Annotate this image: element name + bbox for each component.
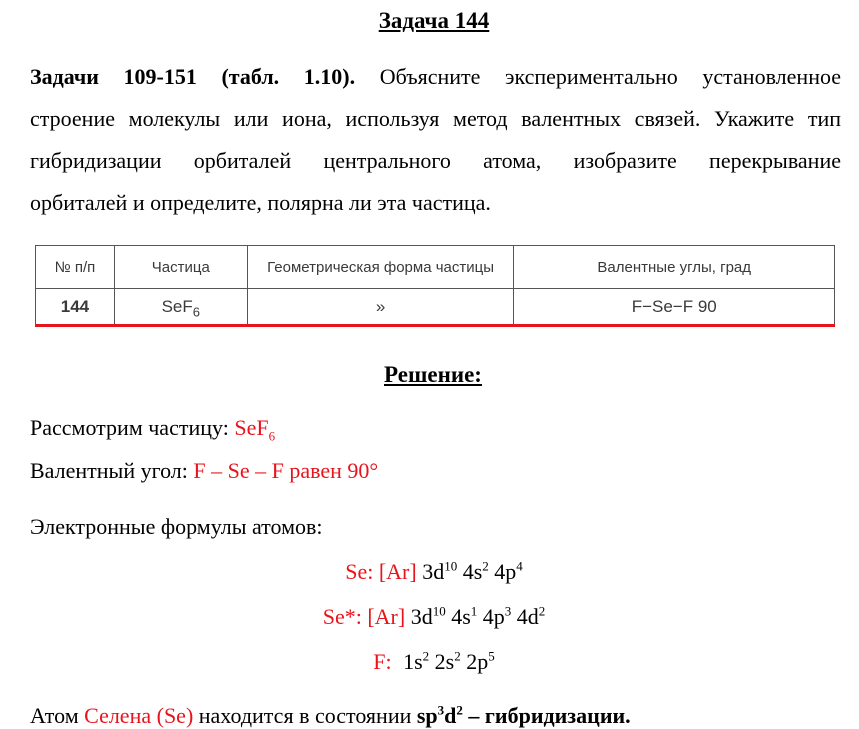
orbital-electrons: 2 <box>538 603 546 619</box>
task-line-3: гибридизации орбиталей центрального атома, изобразите перекрывание <box>30 148 841 173</box>
table-header-row <box>36 246 835 289</box>
data-table <box>35 245 835 327</box>
hyb-prefix: Атом <box>30 703 79 728</box>
formula-se-parts <box>422 559 523 584</box>
formula-se-label: Se: [Ar] <box>345 559 417 584</box>
orbital-term: $2s^2$ <box>434 648 461 674</box>
formula-f <box>0 649 859 675</box>
formula-se-excited-label: Se*: [Ar] <box>322 604 406 629</box>
orbital-electrons: 1 <box>470 603 478 619</box>
orbital-term: $2p^5$ <box>466 648 495 674</box>
task-line-2: строение молекулы или иона, используя метод валентных связей. Укажите тип <box>30 106 841 131</box>
hyb-d: d <box>444 703 457 728</box>
orbital-term: $3d^{10}$ <box>422 558 458 584</box>
orbital-term: $4p^4$ <box>494 558 523 584</box>
angle-label: Валентный угол: <box>30 458 188 483</box>
orbital-electrons: 3 <box>504 603 512 619</box>
angle-line <box>30 458 378 484</box>
row-shape: » <box>247 289 514 326</box>
task-bold-prefix: Задачи 109-151 (табл. 1.10). <box>30 64 356 89</box>
hyb-type <box>417 703 631 728</box>
header-angles: Валентные углы, град <box>514 246 835 289</box>
row-particle <box>114 289 247 326</box>
orbital-term: $1s^2$ <box>403 648 430 674</box>
orbital-term: $4s^2$ <box>462 558 489 584</box>
hyb-middle: находится в состоянии <box>198 703 412 728</box>
orbital-electrons: 5 <box>488 648 495 664</box>
table-row <box>36 289 835 326</box>
orbital-electrons: 2 <box>422 648 430 664</box>
formula-f-parts <box>403 649 495 674</box>
hyb-sup-1: 3 <box>437 702 445 718</box>
formula-se <box>0 559 859 585</box>
header-shape: Геометрическая форма частицы <box>247 246 514 289</box>
orbital-electrons: 10 <box>432 603 446 619</box>
orbital-term: $4s^1$ <box>451 603 478 629</box>
hyb-sp: sp <box>416 703 438 728</box>
header-number: № п/п <box>36 246 115 289</box>
hyb-element: Селена (Se) <box>84 703 194 728</box>
formulas-label: Электронные формулы атомов: <box>30 514 323 539</box>
orbital-electrons: 4 <box>516 558 523 574</box>
orbital-term: $4p^3$ <box>482 603 512 629</box>
orbital-electrons: 2 <box>454 648 461 664</box>
formula-se-excited-parts <box>411 604 546 629</box>
row-angles: F−Se−F 90 <box>514 289 835 326</box>
row-particle-sub: 6 <box>192 303 201 319</box>
solution-heading: Решение: <box>384 362 482 387</box>
row-particle-text: SeF <box>161 296 193 316</box>
consider-particle-text: SeF <box>234 415 269 440</box>
task-line-1 <box>30 64 841 90</box>
task-line-1-text: Объясните экспериментально установленное <box>379 64 841 89</box>
header-particle: Частица <box>114 246 247 289</box>
angle-value: F – Se – F равен 90° <box>193 458 379 483</box>
formula-se-excited <box>0 604 859 630</box>
orbital-term: $4d^2$ <box>516 603 546 629</box>
consider-line <box>30 415 276 444</box>
row-number: 144 <box>36 289 115 326</box>
hyb-sup-2: 2 <box>456 702 463 718</box>
page-title: Задача 144 <box>378 8 490 33</box>
consider-label: Рассмотрим частицу: <box>30 415 229 440</box>
orbital-term: $3d^{10}$ <box>410 603 446 629</box>
consider-particle-sub: 6 <box>268 428 276 444</box>
consider-particle <box>234 415 276 444</box>
formula-f-label: F: <box>373 649 392 674</box>
hybridization-line <box>30 703 631 729</box>
orbital-electrons: 2 <box>482 558 489 574</box>
hyb-suffix: – гибридизации. <box>468 703 631 728</box>
task-line-4: орбиталей и определите, полярна ли эта частица. <box>30 190 491 215</box>
orbital-electrons: 10 <box>444 558 458 574</box>
